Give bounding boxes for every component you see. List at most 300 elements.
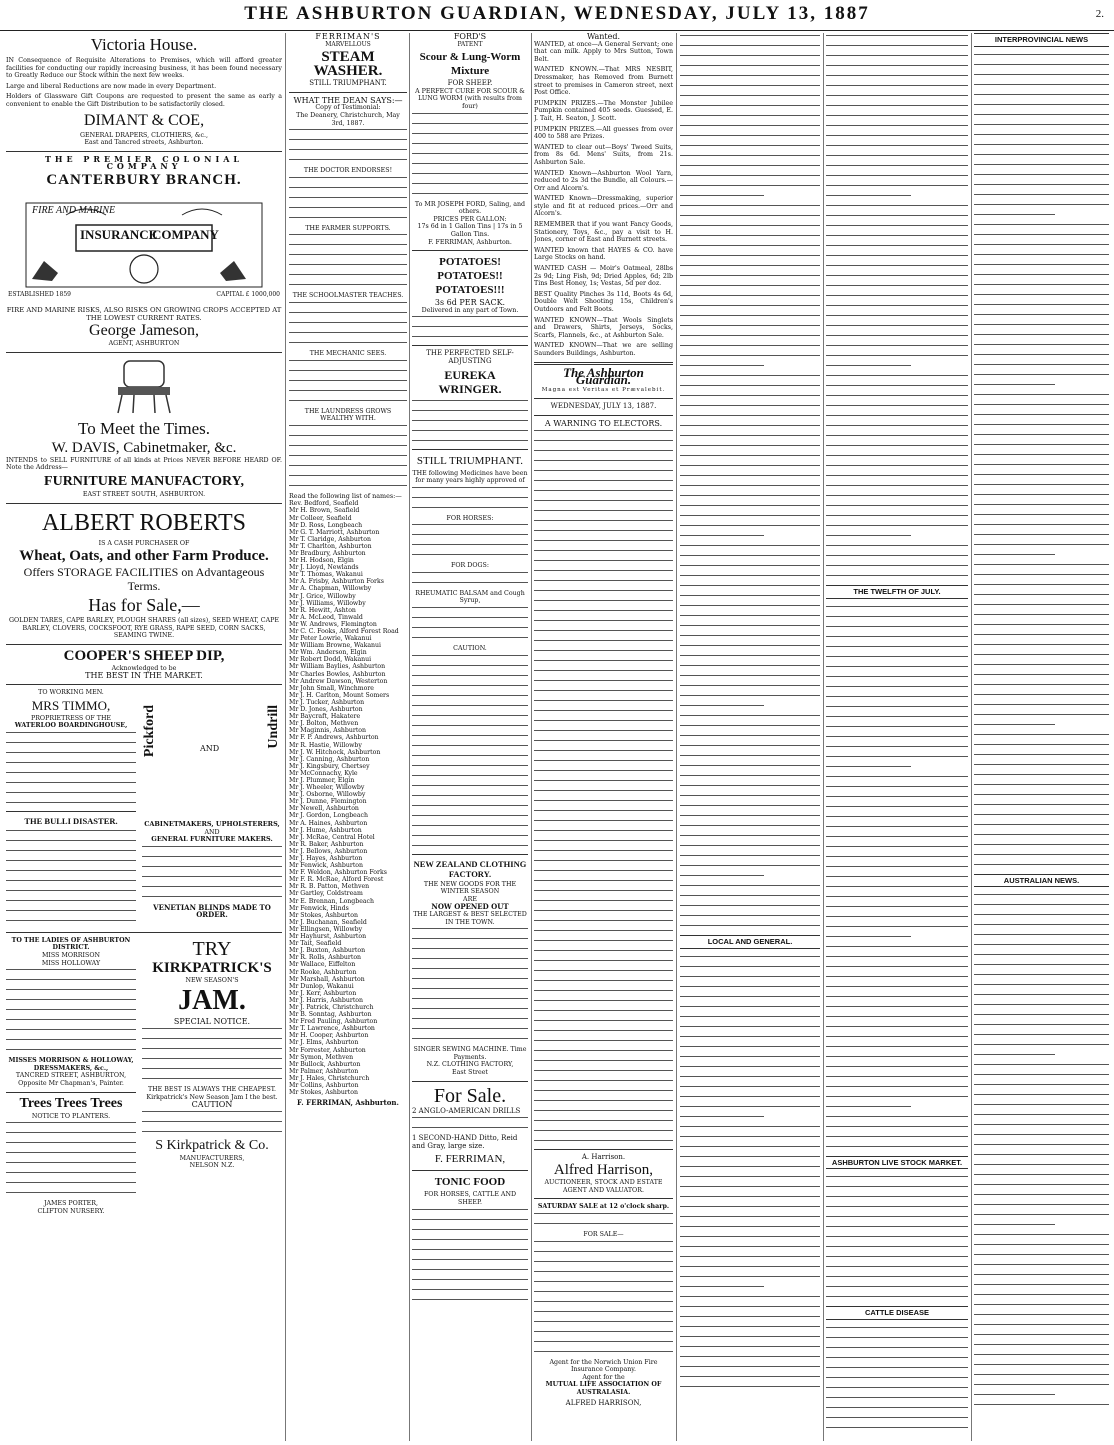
text-line [826, 1375, 968, 1382]
testimonial-name: Mr R. B. Patton, Methven [289, 883, 370, 891]
text-line [826, 453, 968, 460]
column-rule [531, 33, 532, 1441]
text-line [680, 1384, 820, 1391]
text-line [974, 52, 1109, 59]
text-line [680, 253, 820, 260]
text-line [974, 912, 1109, 919]
company-label: COMPANY [152, 226, 219, 242]
text-line [826, 1405, 968, 1412]
testimonial-name: Mr B. Sonntag, Ashburton [289, 1011, 372, 1019]
text-line [826, 984, 968, 991]
patent-label: PATENT [457, 40, 483, 48]
text-line [680, 53, 820, 60]
testimonial-name: Mr John Small, Winchmore [289, 684, 374, 692]
text-line [680, 653, 820, 660]
ferriman-f-heading: F. FERRIMAN, [434, 1153, 506, 1166]
text-line [974, 552, 1055, 559]
text-line [680, 703, 764, 710]
text-line [826, 904, 968, 911]
text-line [680, 423, 820, 430]
text-line [826, 153, 968, 160]
marvellous-text: MARVELLOUS [325, 40, 371, 48]
text-line [680, 223, 820, 230]
wheat-heading: Wheat, Oats, and other Farm Produce. [19, 548, 269, 565]
column-rule [409, 33, 410, 1441]
text-line [826, 1335, 968, 1342]
text-line [826, 333, 968, 340]
testimonial-name: Mr Collins, Ashburton [289, 1082, 359, 1089]
text-line [826, 1425, 968, 1432]
steam-washer-heading: STEAM WASHER. [313, 49, 383, 80]
text-line [680, 1304, 820, 1311]
what-dean-says: WHAT THE DEAN SAYS:— [293, 95, 403, 105]
text-line [974, 202, 1109, 209]
text-line [680, 163, 820, 170]
venetian-blinds-text: VENETIAN BLINDS MADE TO ORDER. [153, 902, 271, 920]
largest-text: THE LARGEST & BEST SELECTED IN THE TOWN. [413, 911, 527, 926]
text-line [680, 123, 820, 130]
testimonial-name: Mr F. R. McRae, Alford Forest [289, 876, 384, 884]
perfected-text: THE PERFECTED SELF-ADJUSTING [426, 349, 514, 365]
established-label: ESTABLISHED 1859 [8, 290, 71, 298]
text-line [826, 1355, 968, 1362]
text-line [974, 222, 1109, 229]
testimonial-name: Mr Hayhurst, Ashburton [289, 933, 367, 941]
text-line [826, 443, 968, 450]
text-line [680, 783, 820, 790]
text-line [974, 1312, 1109, 1319]
text-line [680, 1364, 820, 1371]
testimonial-name: Mr Wm. Anderson, Elgin [289, 649, 367, 657]
now-opened-text: NOW OPENED OUT [431, 902, 509, 912]
live-stock-market-heading: ASHBURTON LIVE STOCK MARKET. [826, 1156, 968, 1170]
timmo-subheading: PROPRIETRESS OF THE [30, 714, 112, 722]
text-line [974, 482, 1109, 489]
text-line [826, 1264, 968, 1271]
text-line [680, 403, 820, 410]
cooper-sheep-dip-heading: COOPER'S SHEEP DIP, [63, 647, 225, 664]
text-line [680, 173, 820, 180]
text-line [974, 1042, 1109, 1049]
editorial-text-top [680, 33, 820, 930]
text-line [826, 794, 968, 801]
column-rule [285, 33, 286, 1441]
text-line [974, 302, 1109, 309]
cooper-subheading: Acknowledged to be [111, 664, 177, 672]
text-line [974, 1222, 1055, 1229]
davis-heading: W. DAVIS, Cabinetmaker, &c. [51, 439, 237, 456]
norwich-agent-text: Agent for the Norwich Union Fire Insurance Company. [549, 1358, 658, 1374]
text-line [974, 672, 1109, 679]
testimonial-name: Rev. Bedford, Seafield [289, 500, 359, 508]
text-line [680, 1354, 820, 1361]
text-line [680, 203, 820, 210]
text-line [974, 1152, 1109, 1159]
testimonial-name: Mr H. Hodson, Elgin [289, 557, 354, 565]
text-line [680, 463, 820, 470]
east-street-text: East Street [452, 1069, 488, 1076]
wanted-ad: WANTED KNOWN—That we are selling Saunders Buildings, Ashburton. [534, 342, 673, 357]
column-rule [971, 33, 972, 1441]
prices-heading: PRICES PER GALLON: [433, 215, 507, 223]
text-line [826, 523, 968, 530]
text-line [826, 994, 968, 1001]
try-heading: TRY [192, 937, 232, 960]
miss-morrison: MISS MORRISON [41, 952, 101, 960]
testimonial-name: Mr Rooke, Ashburton [289, 968, 357, 976]
text-line [974, 992, 1109, 999]
text-line [826, 954, 968, 961]
text-line [680, 1334, 820, 1341]
text-line [680, 333, 820, 340]
guardian-date: WEDNESDAY, JULY 13, 1887. [550, 402, 657, 411]
furniture-makers-text: GENERAL FURNITURE MAKERS. [151, 835, 273, 844]
text-line [826, 393, 968, 400]
text-line [826, 1144, 968, 1151]
text-line [826, 704, 968, 711]
text-line [680, 603, 820, 610]
column-news [826, 33, 968, 1441]
clifton-nursery: CLIFTON NURSERY. [37, 1207, 105, 1215]
ferriman-signature: F. FERRIMAN, Ashburton. [297, 1098, 399, 1108]
list-heading: Read the following list of names:— [289, 491, 402, 500]
deanery-line: The Deanery, Christchurch, May 3rd, 1887. [296, 111, 400, 127]
caution-heading: CAUTION [191, 1100, 233, 1110]
text-line [974, 612, 1109, 619]
text-line [826, 173, 968, 180]
wanted-ad: WANTED, at once—A General Servant; one that can milk. Apply to Mrs Sutton, Town Belt. [534, 40, 673, 63]
text-line [974, 1372, 1109, 1379]
and-word: AND [200, 744, 220, 754]
for-sale-heading: For Sale. [433, 1084, 507, 1107]
guardian-motto: Magna est Veritas et Prævalebit. [541, 386, 666, 393]
text-line [680, 1184, 820, 1191]
text-line [974, 1032, 1109, 1039]
eureka-heading: EUREKA WRINGER. [438, 367, 502, 396]
text-line [974, 722, 1055, 729]
text-line [680, 903, 820, 910]
text-line [974, 752, 1109, 759]
text-line [826, 1234, 968, 1241]
text-line [974, 362, 1109, 369]
testimonial-name: Mr Peter Lowrie, Wakanui [289, 635, 372, 643]
testimonial-name: Mr Gartley, Coldstream [289, 890, 363, 898]
saturday-sale-text: SATURDAY SALE at 12 o'clock sharp. [537, 1203, 670, 1211]
text-line [680, 133, 820, 140]
text-line [826, 744, 968, 751]
text-line [826, 1074, 968, 1081]
testimonial-name: Mr R. Rolls, Ashburton [289, 954, 362, 962]
farmer-supports: THE FARMER SUPPORTS. [305, 224, 391, 232]
testimonial-name: Mr G. T. Marriott, Ashburton [289, 528, 380, 536]
text-line [974, 342, 1109, 349]
testimonial-name: Mr Fred Pauling, Ashburton [289, 1018, 378, 1026]
working-men-heading: TO WORKING MEN. [38, 689, 104, 697]
nz-clothing-heading: NEW ZEALAND CLOTHING FACTORY. [413, 858, 527, 879]
cattle-disease-text [826, 1325, 968, 1432]
text-line [974, 572, 1109, 579]
text-line [826, 724, 968, 731]
for-dogs-heading: FOR DOGS: [451, 562, 489, 570]
text-line [826, 103, 968, 110]
text-line [974, 802, 1109, 809]
text-line [974, 312, 1109, 319]
testimonial-names-list [289, 500, 407, 1096]
text-line [974, 1142, 1109, 1149]
text-line [974, 232, 1109, 239]
text-line [974, 1062, 1109, 1069]
text-line [680, 113, 820, 120]
text-line [680, 1134, 820, 1141]
still-triumphant-text: STILL TRIUMPHANT. [309, 79, 387, 88]
text-line [680, 543, 820, 550]
text-line [826, 694, 968, 701]
text-line [680, 1194, 820, 1201]
for-sale-label: FOR SALE— [583, 1230, 624, 1238]
joseph-ford-line: To MR JOSEPH FORD, Saling, and others. [414, 200, 526, 216]
text-line [974, 152, 1109, 159]
text-line [974, 282, 1109, 289]
text-line [974, 922, 1109, 929]
s-kirkpatrick-heading: S Kirkpatrick & Co. [155, 1137, 269, 1153]
victoria-house-heading: Victoria House. [90, 35, 198, 54]
testimonial-name: Mr Fenwick, Hinds [289, 904, 349, 912]
text-line [974, 382, 1055, 389]
text-line [680, 1324, 820, 1331]
text-line [826, 1224, 968, 1231]
masthead [0, 0, 1114, 31]
text-line [680, 773, 820, 780]
testimonial-name: Mr J. Grice, Willowby [289, 592, 356, 600]
wanted-ad: WANTED to clear out—Boys' Tweed Suits, from 8s 6d. Mens' Suits, from 21s. Ashburton Sale. [534, 143, 673, 166]
text-line [826, 774, 968, 781]
text-line [974, 822, 1109, 829]
text-line [680, 1014, 820, 1021]
text-line [826, 1054, 968, 1061]
victoria-house-text: IN Consequence of Requisite Alterations to Premises, which will afford greater facilities for conducting our rapidly increasing business, it has been found necessary to Greatly Reduce our Stock within the next few weeks. [6, 57, 282, 80]
text-line [826, 1184, 968, 1191]
best-value-text: THE BEST IS ALWAYS THE CHEAPEST. Kirkpatrick's New Season Jam I the best. [146, 1086, 278, 1101]
text-line [974, 502, 1109, 509]
text-line [680, 1284, 764, 1291]
testimonial-name: Mr J. Tucker, Ashburton [289, 698, 365, 706]
text-line [826, 834, 968, 841]
text-line [680, 343, 820, 350]
text-line [826, 123, 968, 130]
text-line [680, 353, 820, 360]
text-line [680, 153, 820, 160]
text-line [826, 203, 968, 210]
text-line [826, 824, 968, 831]
testimonial-name: Mr J. Wheeler, Willowby [289, 784, 365, 792]
text-line [680, 793, 820, 800]
testimonial-name: Mr Newell, Ashburton [289, 805, 359, 813]
pickford-undrill-ad [142, 695, 282, 815]
text-line [974, 832, 1109, 839]
for-horses-heading: FOR HORSES: [446, 514, 494, 522]
wanted-ad: BEST Quality Pinches 3s 11d, Boots 4s 6d, Double Welt Shooting 15s, Children's Outdoors and Felt Boots. [534, 290, 673, 313]
text-line [680, 63, 820, 70]
text-line [974, 522, 1109, 529]
text-line [974, 1252, 1109, 1259]
text-line [680, 1094, 820, 1101]
mechanic-sees: THE MECHANIC SEES. [309, 349, 387, 357]
text-line [974, 262, 1109, 269]
dressmakers-heading: MISSES MORRISON & HOLLOWAY, DRESSMAKERS, &c., [8, 1057, 134, 1072]
masthead-title: THE ASHBURTON GUARDIAN, WEDNESDAY, JULY 13, 1887 [244, 3, 870, 24]
perfect-cure-text: A PERFECT CURE FOR SCOUR & LUNG WORM (with results from four) [415, 87, 525, 110]
george-jameson-heading: George Jameson, [89, 322, 199, 340]
text-line [826, 864, 968, 871]
text-line [680, 813, 820, 820]
text-line [826, 573, 968, 580]
text-line [680, 753, 820, 760]
text-line [680, 243, 820, 250]
text-line [680, 563, 820, 570]
text-line [680, 1064, 820, 1071]
meet-times-heading: To Meet the Times. [78, 418, 210, 438]
column-fords [412, 33, 528, 1441]
text-line [974, 392, 1109, 399]
text-line [680, 293, 820, 300]
text-line [826, 914, 968, 921]
text-line [974, 82, 1109, 89]
text-line [826, 553, 968, 560]
text-line [974, 1162, 1109, 1169]
text-line [680, 723, 820, 730]
text-line [680, 1144, 820, 1151]
text-line [826, 604, 968, 611]
text-line [826, 854, 968, 861]
bulli-disaster-heading: THE BULLI DISASTER. [24, 815, 118, 826]
text-line [974, 942, 1109, 949]
testimonial-name: Mr William Baylies, Ashburton [289, 663, 386, 671]
text-line [826, 383, 968, 390]
auctioneer-text: AUCTIONEER, STOCK AND ESTATE AGENT AND VALUATOR. [544, 1179, 663, 1194]
tonic-food-heading: TONIC FOOD [434, 1176, 506, 1189]
text-line [974, 592, 1109, 599]
testimonial-name: Mr R. Baker, Ashburton [289, 840, 364, 848]
text-line [680, 1224, 820, 1231]
text-line [974, 422, 1109, 429]
text-line [974, 212, 1055, 219]
text-line [826, 674, 968, 681]
text-line [680, 733, 820, 740]
albert-roberts-heading: ALBERT ROBERTS [41, 509, 247, 536]
text-line [680, 683, 820, 690]
wanted-ad: WANTED Known—Dressmaking, superior style and fit at reduced prices.—Orr and Alcorn's. [534, 195, 673, 218]
text-line [826, 1024, 968, 1031]
text-line [974, 782, 1109, 789]
text-line [680, 483, 820, 490]
james-porter: JAMES PORTER, [43, 1200, 98, 1208]
text-line [680, 83, 820, 90]
cattle-disease-heading: CATTLE DISEASE [826, 1306, 968, 1320]
canterbury-company-line: THE PREMIER COLONIAL COMPANY [44, 153, 244, 172]
text-line [680, 663, 820, 670]
text-line [680, 673, 820, 680]
testimonial-label: Copy of Testimonial: [315, 104, 381, 112]
text-line [680, 1154, 820, 1161]
text-line [974, 952, 1109, 959]
george-jameson-subheading: AGENT, ASHBURTON [108, 340, 180, 348]
text-line [826, 273, 968, 280]
wanted-ad: WANTED KNOWN.—That MRS NESBIT, Dressmaker, has Removed from Burnett street to premises in Cameron street, next Post Office. [534, 66, 673, 97]
text-line [974, 1132, 1109, 1139]
text-line [826, 734, 968, 741]
text-line [826, 33, 968, 40]
text-line [826, 313, 968, 320]
testimonial-name: Mr Wallace, Eiffelton [289, 961, 356, 969]
testimonial-name: Mr C. C. Fooks, Alford Forest Road [289, 628, 399, 635]
testimonial-name: Mr J. Plummer, Elgin [289, 776, 355, 784]
text-line [826, 1294, 968, 1301]
text-line [826, 974, 968, 981]
text-line [974, 1392, 1055, 1399]
text-line [680, 93, 820, 100]
testimonial-name: Mr J. Bolton, Methven [289, 720, 359, 728]
text-line [974, 602, 1109, 609]
testimonial-name: Mr Colleer, Seafield [289, 514, 352, 522]
text-line [680, 1054, 820, 1061]
per-sack-text: 3s 6d PER SACK. [434, 298, 506, 308]
testimonial-name: Mr Fenwick, Ashburton [289, 862, 364, 870]
has-for-sale-text: GOLDEN TARES, CAPE BARLEY, PLOUGH SHARES (all sizes), SEED WHEAT, CAPE BARLEY, CLOVERS, COCKSFOOT, RYE GRASS, RAPE SEED, CORN SACKS, SEAMING TWINE. [8, 617, 280, 640]
warning-electors-heading: A WARNING TO ELECTORS. [544, 418, 663, 428]
text-line [680, 693, 820, 700]
winter-season-text: THE NEW GOODS FOR THE WINTER SEASON [423, 880, 517, 896]
text-line [974, 62, 1109, 69]
text-line [680, 1204, 820, 1211]
text-line [974, 1172, 1109, 1179]
text-line [974, 412, 1109, 419]
text-line [974, 1272, 1109, 1279]
text-line [680, 1264, 820, 1271]
jam-heading: JAM. [178, 985, 246, 1017]
text-line [680, 523, 820, 530]
text-line [680, 643, 820, 650]
text-line [680, 873, 764, 880]
testimonial-name: Mr Andrew Dawson, Westerton [289, 677, 388, 685]
text-line [826, 1094, 968, 1101]
text-line [680, 994, 820, 1001]
text-line [974, 492, 1109, 499]
testimonial-name: Mr W. Andrews, Flemington [289, 620, 377, 628]
testimonial-name: Mr J. Williams, Willowby [289, 599, 366, 607]
text-line [826, 63, 968, 70]
testimonial-name: Mr Stokes, Ashburton [289, 1089, 358, 1097]
text-line [974, 1182, 1109, 1189]
text-line [974, 432, 1109, 439]
text-line [826, 1385, 968, 1392]
anglo-drills-text: 2 ANGLO-AMERICAN DRILLS [412, 1106, 521, 1115]
second-hand-text: 1 SECOND-HAND Ditto, Reid and Gray, large size. [412, 1134, 518, 1150]
text-line [826, 1014, 968, 1021]
text-line [826, 1064, 968, 1071]
text-line [680, 1314, 820, 1321]
text-line [826, 944, 968, 951]
wanted-ad: PUMPKIN PRIZES.—All guesses from over 400 to 588 are Prizes. [534, 125, 673, 141]
alfred-harrison-heading: Alfred Harrison, [553, 1162, 654, 1179]
text-line [826, 614, 968, 621]
testimonial-name: Mr Robert Dodd, Wakanui [289, 656, 372, 664]
fire-marine-label: FIRE AND MARINE [32, 204, 116, 216]
text-line [826, 93, 968, 100]
text-line [826, 213, 968, 220]
text-line [826, 844, 968, 851]
testimonial-name: Mr J. H. Carlton, Mount Somers [289, 691, 390, 699]
text-line [974, 1352, 1109, 1359]
